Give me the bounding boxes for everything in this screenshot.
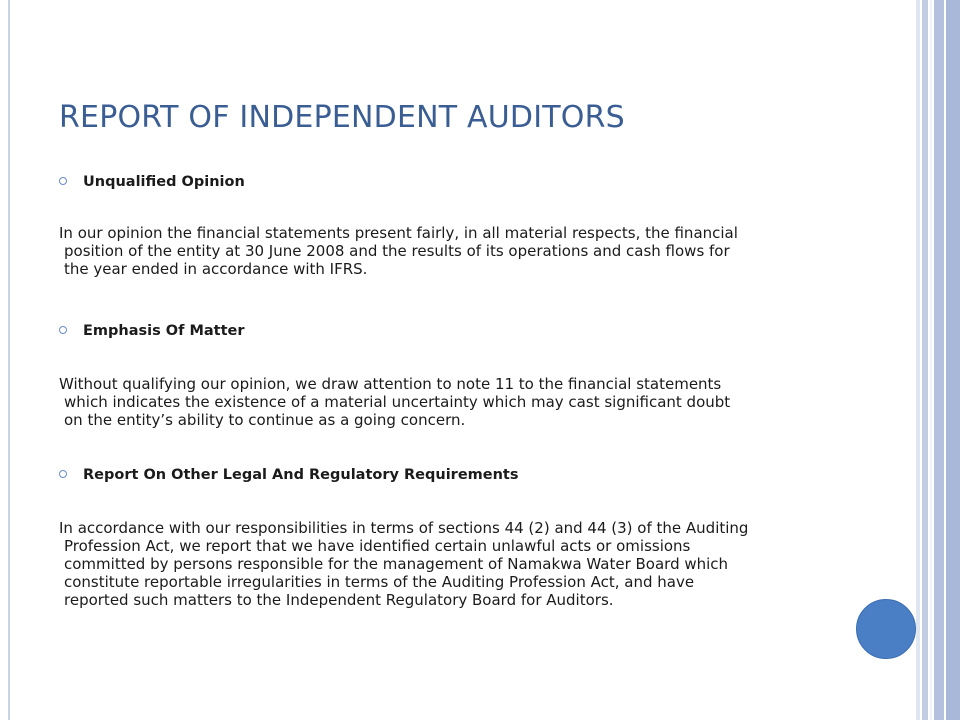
- paragraph-emphasis-of-matter: [59, 375, 819, 429]
- paragraph-line: the year ended in accordance with IFRS.: [64, 260, 368, 278]
- paragraph-line: Profession Act, we report that we have identified certain unlawful acts or omissions: [64, 537, 691, 555]
- paragraph-line: constitute reportable irregularities in terms of the Auditing Profession Act, and have: [64, 573, 695, 591]
- paragraph-other-legal-requirements: [59, 519, 819, 609]
- paragraph-line: reported such matters to the Independent Regulatory Board for Auditors.: [64, 591, 614, 609]
- slide-title: REPORT OF INDEPENDENT AUDITORS: [59, 100, 625, 135]
- right-decorative-stripes: [916, 0, 960, 720]
- bullet-circle-icon: [59, 326, 67, 334]
- paragraph-line: which indicates the existence of a material uncertainty which may cast significant doubt: [64, 393, 731, 411]
- paragraph-line: position of the entity at 30 June 2008 and the results of its operations and cash flows for: [64, 242, 730, 260]
- paragraph-unqualified-opinion: [59, 224, 819, 278]
- bullet-circle-icon: [59, 470, 67, 478]
- paragraph-line: In our opinion the financial statements present fairly, in all material respects, the financial: [59, 224, 738, 242]
- paragraph-line: In accordance with our responsibilities in terms of sections 44 (2) and 44 (3) of the Auditing: [59, 519, 749, 537]
- section-heading-unqualified-opinion: Unqualified Opinion: [59, 174, 245, 190]
- paragraph-line: Without qualifying our opinion, we draw attention to note 11 to the financial statements: [59, 375, 722, 393]
- paragraph-line: on the entity’s ability to continue as a going concern.: [64, 411, 466, 429]
- section-heading-other-legal-requirements: Report On Other Legal And Regulatory Requirements: [59, 467, 519, 483]
- section-heading-emphasis-of-matter: Emphasis Of Matter: [59, 323, 245, 339]
- left-border-line: [8, 0, 10, 720]
- decorative-circle: [856, 599, 916, 659]
- paragraph-line: committed by persons responsible for the management of Namakwa Water Board which: [64, 555, 729, 573]
- bullet-circle-icon: [59, 177, 67, 185]
